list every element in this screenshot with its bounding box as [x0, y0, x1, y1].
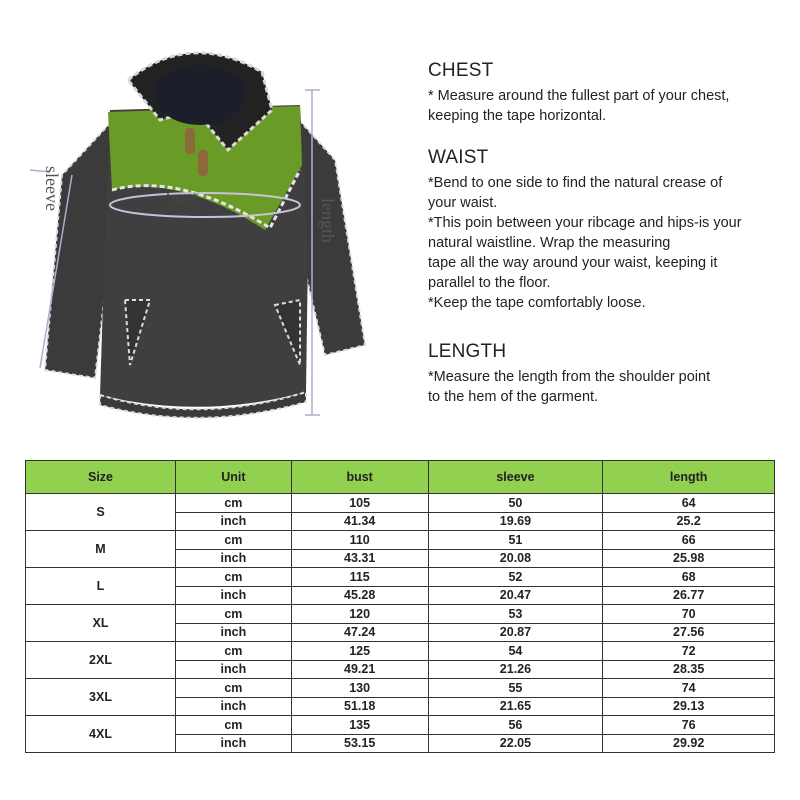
unit-cell: inch: [176, 586, 292, 605]
chest-guide: [428, 60, 778, 126]
length-cell: 66: [603, 531, 775, 550]
sleeve-cell: 22.05: [428, 734, 603, 753]
length-cell: 29.13: [603, 697, 775, 716]
sleeve-cell: 52: [428, 568, 603, 587]
length-cell: 26.77: [603, 586, 775, 605]
unit-cell: inch: [176, 660, 292, 679]
sleeve-cell: 21.26: [428, 660, 603, 679]
size-cell: XL: [26, 605, 176, 642]
bust-cell: 43.31: [291, 549, 428, 568]
table-row: [26, 679, 775, 698]
unit-cell: inch: [176, 697, 292, 716]
length-cell: 29.92: [603, 734, 775, 753]
bust-cell: 135: [291, 716, 428, 735]
table-row: [26, 494, 775, 513]
chest-title: CHEST: [428, 60, 494, 81]
header-size: Size: [26, 461, 176, 494]
unit-cell: cm: [176, 679, 292, 698]
length-cell: 28.35: [603, 660, 775, 679]
unit-cell: inch: [176, 623, 292, 642]
toggle-button: [185, 128, 195, 154]
table-body: [26, 494, 775, 753]
toggle-button: [198, 150, 208, 176]
size-cell: 4XL: [26, 716, 176, 753]
table-row: [26, 568, 775, 587]
guide-line: natural waistline. Wrap the measuring: [428, 235, 671, 251]
unit-cell: cm: [176, 531, 292, 550]
bust-cell: 120: [291, 605, 428, 624]
length-guide: [428, 341, 778, 407]
table-row: [26, 605, 775, 624]
sleeve-cell: 56: [428, 716, 603, 735]
guide-line: * Measure around the fullest part of your chest,: [428, 88, 730, 104]
unit-cell: inch: [176, 549, 292, 568]
guide-line: *This poin between your ribcage and hips-is your: [428, 215, 742, 231]
bust-cell: 110: [291, 531, 428, 550]
length-cell: 25.98: [603, 549, 775, 568]
sleeve-cell: 21.65: [428, 697, 603, 716]
sleeve-cell: 50: [428, 494, 603, 513]
length-title: LENGTH: [428, 341, 507, 362]
bust-cell: 47.24: [291, 623, 428, 642]
size-cell: 3XL: [26, 679, 176, 716]
length-cell: 68: [603, 568, 775, 587]
sleeve-cell: 20.47: [428, 586, 603, 605]
unit-cell: cm: [176, 568, 292, 587]
sleeve-cell: 55: [428, 679, 603, 698]
length-cell: 27.56: [603, 623, 775, 642]
size-chart-table: [25, 460, 775, 753]
waist-title: WAIST: [428, 147, 489, 168]
guide-line: *Measure the length from the shoulder point: [428, 369, 711, 385]
unit-cell: cm: [176, 494, 292, 513]
waist-guide: [428, 147, 778, 313]
unit-cell: cm: [176, 642, 292, 661]
bust-cell: 45.28: [291, 586, 428, 605]
sleeve-label: sleeve: [42, 166, 62, 211]
sleeve-cell: 54: [428, 642, 603, 661]
sleeve-cell: 20.87: [428, 623, 603, 642]
length-cell: 76: [603, 716, 775, 735]
bust-cell: 51.18: [291, 697, 428, 716]
bust-cell: 105: [291, 494, 428, 513]
bust-cell: 41.34: [291, 512, 428, 531]
length-cell: 74: [603, 679, 775, 698]
guide-line: your waist.: [428, 195, 498, 211]
bust-cell: 125: [291, 642, 428, 661]
size-cell: L: [26, 568, 176, 605]
table-row: [26, 531, 775, 550]
guide-line: parallel to the floor.: [428, 275, 551, 291]
length-cell: 72: [603, 642, 775, 661]
header-sleeve: sleeve: [428, 461, 603, 494]
unit-cell: cm: [176, 605, 292, 624]
unit-cell: cm: [176, 716, 292, 735]
guide-line: tape all the way around your waist, keeping it: [428, 255, 718, 271]
length-label: length: [318, 198, 338, 243]
guide-line: keeping the tape horizontal.: [428, 108, 607, 124]
sleeve-cell: 51: [428, 531, 603, 550]
header-bust: bust: [291, 461, 428, 494]
guide-line: to the hem of the garment.: [428, 389, 599, 405]
size-cell: S: [26, 494, 176, 531]
bust-cell: 49.21: [291, 660, 428, 679]
sleeve-cell: 53: [428, 605, 603, 624]
sleeve-cell: 19.69: [428, 512, 603, 531]
header-unit: Unit: [176, 461, 292, 494]
sleeve-cell: 20.08: [428, 549, 603, 568]
bust-label: bust: [166, 188, 198, 209]
table-row: [26, 716, 775, 735]
table-header-row: [26, 461, 775, 494]
bust-cell: 53.15: [291, 734, 428, 753]
size-cell: M: [26, 531, 176, 568]
header-length: length: [603, 461, 775, 494]
size-cell: 2XL: [26, 642, 176, 679]
bust-cell: 130: [291, 679, 428, 698]
length-cell: 25.2: [603, 512, 775, 531]
guide-line: *Keep the tape comfortably loose.: [428, 295, 646, 311]
table-row: [26, 642, 775, 661]
hood-opening: [155, 65, 245, 125]
unit-cell: inch: [176, 512, 292, 531]
unit-cell: inch: [176, 734, 292, 753]
length-cell: 70: [603, 605, 775, 624]
length-cell: 64: [603, 494, 775, 513]
guide-line: *Bend to one side to find the natural crease of: [428, 175, 723, 191]
bust-cell: 115: [291, 568, 428, 587]
